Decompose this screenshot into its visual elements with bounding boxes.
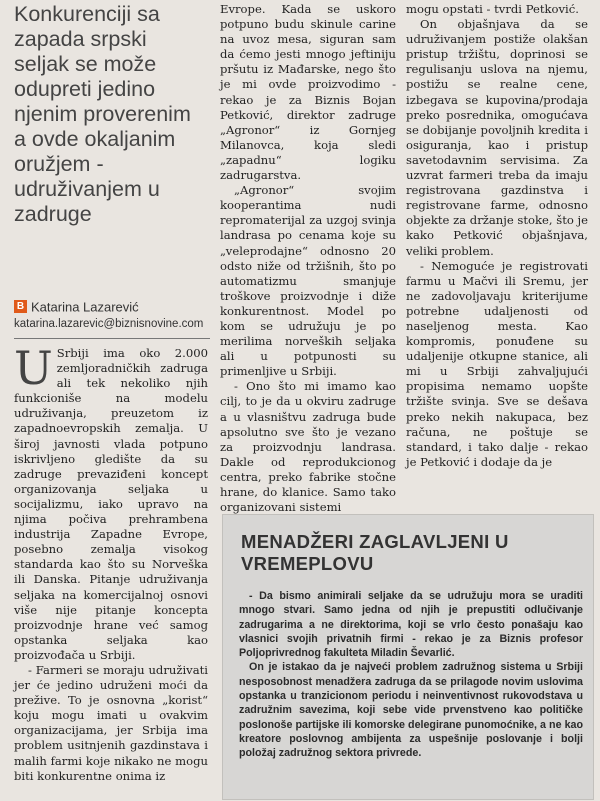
paragraph: mogu opstati - tvrdi Petković. <box>406 2 579 16</box>
author-email[interactable]: katarina.lazarevic@biznisnovine.com <box>14 318 204 330</box>
paragraph: „Agronor“ svojim kooperantima nudi repromaterijal za uzgoj svinja landrasa po cenama koje su „veleprodajne“ odnosno 20 odsto niže od tržišnih, što po automatizmu smanjuje troškove proizvodnje i diže konkurentnost. Model po kom se udružuju je po merilima norveških seljaka ali u potpunosti su primenljive u Srbiji. <box>220 183 396 379</box>
paragraph: - Da bismo animirali seljake da se udružuju mora se uraditi mnogo stvari. Samo jedna od njih je prepustiti odlučivanje zadrugarima a ne direktorima, koji se vrlo često ponašaju kao vlasnici svojih privatnih firmi - rekao je za Biznis profesor Poljoprivrednog fakulteta Miladin Ševarlić. <box>239 590 583 660</box>
biznis-logo: B <box>14 300 27 313</box>
paragraph: On objašnjava da se udruživanjem postiže olakšan pristup tržištu, doprinosi se regulisanju uslova na njemu, postižu se realne cene, izbegava se kupovina/prodaja preko posrednika, omogućava se dobijanje povoljnih kredita i osiguranja, kao i pristup savetodavnim servisima. Za uzvrat farmeri treba da imaju registrovana gazdinstva i registrovane farme, odnosno objekte za držanje stoke, što je kako Petković objašnjava, veliki problem. <box>406 17 588 258</box>
author-name: Katarina Lazarević <box>31 299 139 315</box>
paragraph: - Nemoguće je registrovati farmu u Mačvi ili Sremu, jer ne zadovoljavaju kriterijume potrebne udaljenosti od naseljenog mesta. Kao kompromis, ponuđene su udaljenije otkupne stanice, ali mi u Srbiji zahvaljujući propisima nemamo uopšte tržište svinja. Sve se dešava preko nekih nakupaca, bez računa, ne poštuje se standard, i tako dalje - rekao je Petković i dodaje da je <box>406 258 588 469</box>
byline-divider <box>14 338 210 339</box>
box-title: MENADŽERI ZAGLAVLJENI U VREMEPLOVU <box>241 531 509 574</box>
paragraph: - Farmeri se moraju udruživati jer će jedino udruženi moći da prežive. To je osnovna „korist“ koju mogu imati u ovakvim organizacijama, jer Srbija ima problem usitnjenih gazdinstava i malih farmi koje nikako ne mogu biti konkurentne onima iz <box>14 662 208 783</box>
paragraph: - Ono što mi imamo kao cilj, to je da u okviru zadruge a u vlasništvu zadruga bude apsolutno sve što je vezano za proizvodnju landrasa. Dakle od reprodukcionog centra, preko fabrike stočne hrane, do klanice. Samo tako organizovani sistemi <box>220 379 396 515</box>
paragraph <box>14 341 208 663</box>
paragraph: On je istakao da je najveći problem zadružnog sistema u Srbiji nesposobnost menadžera zadruga da se prilagode novim uslovima opstanka u tranzicionom periodu i neinventivnost rukovodstava u zadružnim savezima, koji sebe vide prvenstveno kao političke poslonoše partijske ili komorske delegirane punomoćnike, a ne kao kreatore poslovnog ambijenta za uspešnije poslovanje i bolji položaj zadružnog sektora privrede. <box>239 661 583 760</box>
byline <box>14 298 210 339</box>
article-column-2 <box>220 2 396 515</box>
article-column-3 <box>406 2 588 470</box>
paragraph: Evrope. Kada se uskoro potpuno budu skinule carine na uvoz mesa, siguran sam da ćemo jesti mnogo jeftiniju pršutu iz Mađarske, nego što je mi ovde proizvodimo - rekao je za Biznis Bojan Petković, direktor zadruge „Agronor“ iz Gornjeg Milanovca, koja sledi „zapadnu“ logiku zadrugarstva. <box>220 2 396 183</box>
drop-cap: U <box>14 341 53 395</box>
box-body <box>239 589 583 761</box>
sidebar-box <box>222 514 594 800</box>
article-column-1 <box>14 341 208 784</box>
headline: Konkurenciji sa zapada srpski seljak se može odupreti jedino njenim proverenim a ovde okaljanim oružjem - udruživanjem u zadruge <box>14 2 191 226</box>
paragraph-text: Srbiji ima oko 2.000 zemljoradničkih zadruga ali tek nekoliko njih funkcioniše na modelu udruživanja, preuzetom iz zapadnoevropskih zemalja. U široj javnosti vlada potpuno iskrivljeno gledište da su zadruge prevaziđeni koncept organizovanja seljaka u socijalizmu, iako upravo na njima počiva prehrambena industrija Zapadne Evrope, posebno zemalja visokog standarda kao što su Norveška ili Danska. Pitanje udruživanja seljaka na komercijalnoj osnovi više nije pitanje koncepta proizvodnje hrane već samog opstanka seljaka kao proizvođača u Srbiji. <box>14 346 208 662</box>
